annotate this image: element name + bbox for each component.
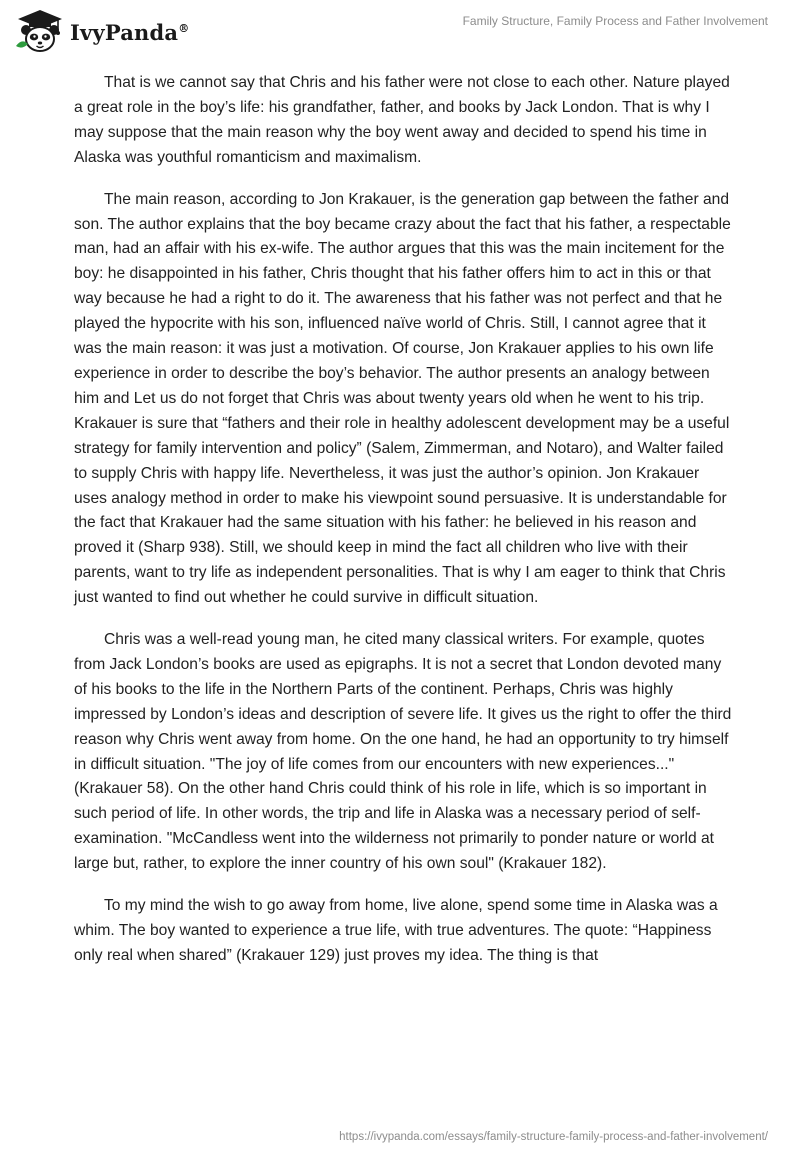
registered-mark: ® (178, 21, 190, 35)
page-header (0, 0, 800, 60)
paragraph: That is we cannot say that Chris and his father were not close to each other. Nature played a great role in the boy’s life: his grandfather, father, and books by Jack London. That is why I may suppose that the main reason why the boy went away and decided to spend his time in Alaska was youthful romanticism and maximalism. (74, 74, 730, 166)
logo-text (70, 20, 189, 45)
logo-wordmark: IvyPanda (70, 19, 179, 45)
document-title: Family Structure, Family Process and Father Involvement (462, 14, 768, 28)
panda-graduate-icon (14, 8, 66, 56)
essay-body (74, 71, 734, 986)
paragraph: Chris was a well-read young man, he cited many classical writers. For example, quotes from Jack London’s books are used as epigraphs. It is not a secret that London devoted many of his books to the life in the Northern Parts of the continent. Perhaps, Chris was highly impressed by London’s ideas and description of severe life. It gives us the right to offer the third reason why Chris went away from home. On the one hand, he had an opportunity to try himself in difficult situation. "The joy of life comes from our encounters with new experiences..." (Krakauer 58). On the other hand Chris could think of his role in life, which is so important in such period of life. In other words, the trip and life in Alaska was a necessary period of self-examination. "McCandless went into the wilderness not primarily to ponder nature or world at large but, rather, to explore the inner country of his own soul" (Krakauer 182). (74, 631, 732, 873)
ivypanda-logo[interactable] (14, 8, 189, 56)
paragraph: The main reason, according to Jon Krakauer, is the generation gap between the father and son. The author explains that the boy became crazy about the fact that his father, a respectable man, had an affair with his ex-wife. The author argues that this was the main incitement for the boy: he disappointed in his father, Chris thought that his father offers him to act in this or that way because he had a right to do it. The awareness that his father was not perfect and that he played the hypocrite with his son, influenced naïve world of Chris. Still, I cannot agree that it was the main reason: it was just a motivation. Of course, Jon Krakauer applies to his own life experience in order to describe the boy’s behavior. The author presents an analogy between him and Let us do not forget that Chris was about twenty years old when he went to his trip. Krakauer is sure that “fathers and their role in healthy adolescent development may be a useful strategy for family intervention and policy” (Salem, Zimmerman, and Notaro), and Walter failed to supply Chris with happy life. Nevertheless, it was just the author’s opinion. Jon Krakauer uses analogy method in order to make his viewpoint sound persuasive. It is understandable for the fact that Krakauer had the same situation with his father: he believed in his reason and proved it (Sharp 938). Still, we should keep in mind the fact all children who live with their parents, want to try life as independent personalities. That is why I am eager to think that Chris just wanted to find out whether he could survive in difficult situation. (74, 190, 731, 607)
paragraph: To my mind the wish to go away from home, live alone, spend some time in Alaska was a whim. The boy wanted to experience a true life, with true adventures. The quote: “Happiness only real when shared” (Krakauer 129) just proves my idea. The thing is that (74, 897, 718, 964)
source-url[interactable]: https://ivypanda.com/essays/family-structure-family-process-and-father-involvement/ (339, 1131, 768, 1143)
